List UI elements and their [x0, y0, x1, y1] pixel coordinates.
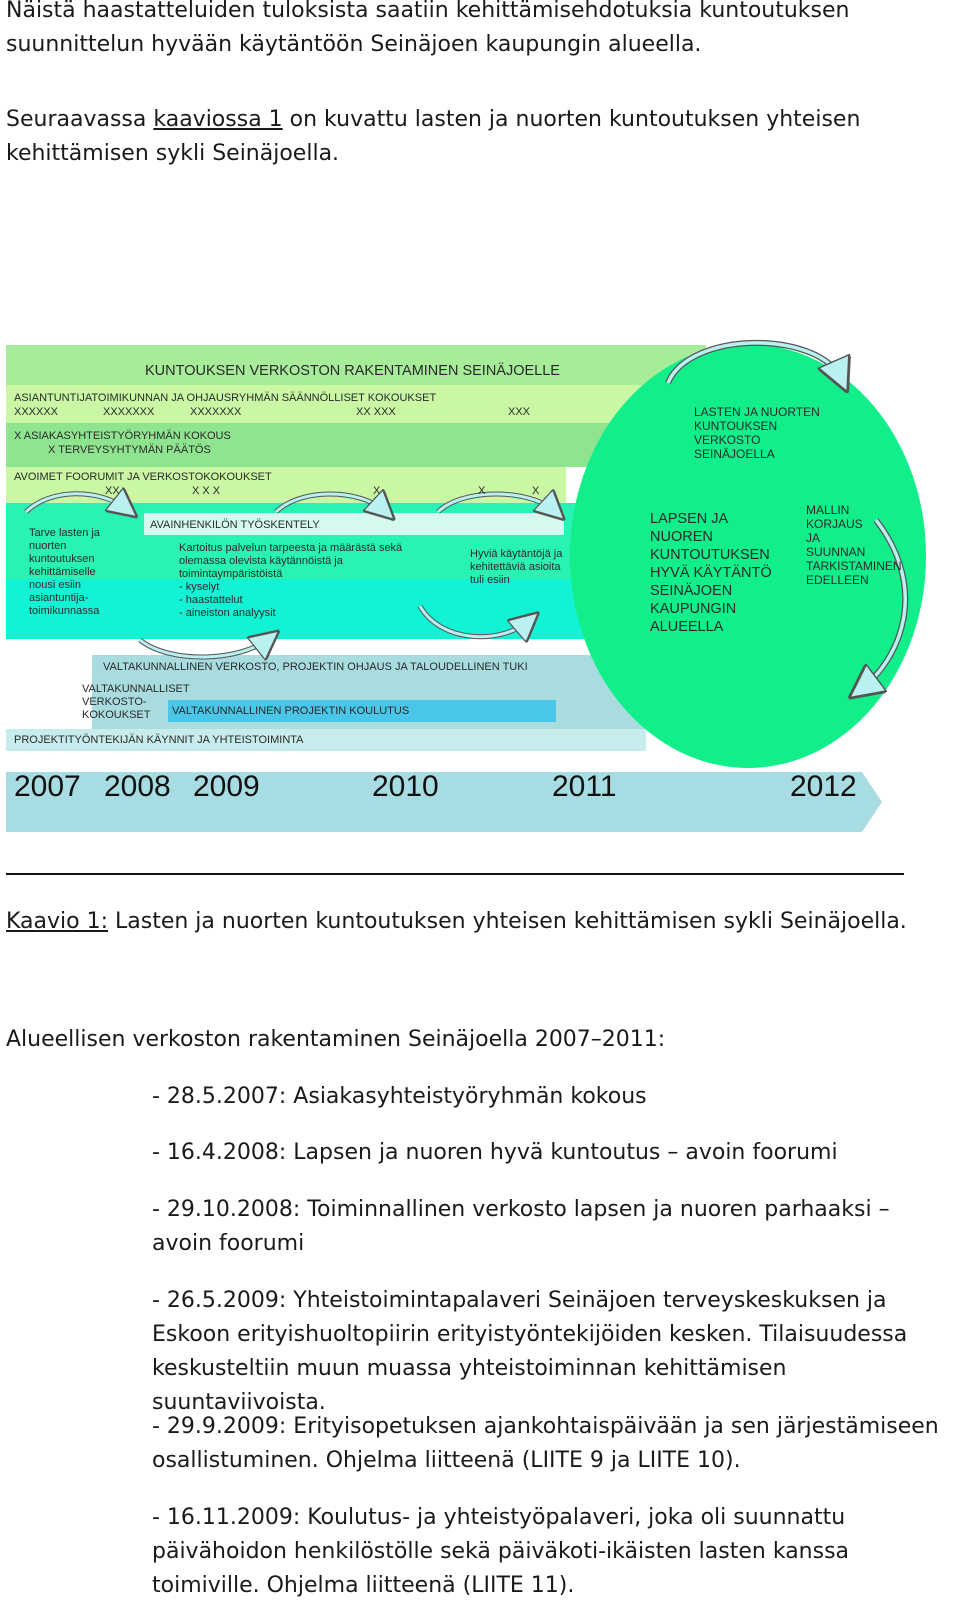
forum-mark-5: X	[532, 485, 540, 497]
health-decision-label: X TERVEYSYHTYMÄN PÄÄTÖS	[48, 444, 211, 456]
model-text: MALLIN KORJAUS JA SUUNNAN TARKISTAMINEN EDELLEEN	[806, 503, 902, 587]
national-network-label: VALTAKUNNALLINEN VERKOSTO, PROJEKTIN OHJAUS JA TALOUDELLINEN TUKI	[103, 661, 528, 673]
open-forums-label: AVOIMET FOORUMIT JA VERKOSTOKOKOUKSET	[14, 471, 272, 483]
expert-mark-1: XXXXXX	[14, 406, 59, 418]
diagram-caption	[6, 905, 951, 939]
diagram-reference-link[interactable]: kaaviossa 1	[153, 107, 283, 132]
diagram-title: KUNTOUKSEN VERKOSTON RAKENTAMINEN SEINÄJOELLE	[145, 363, 560, 379]
event-item-4: - 26.5.2009: Yhteistoimintapalaveri Seinäjoen terveyskeskuksen ja Eskoon erityishuoltopiirin erityistyöntekijöiden kesken. Tilaisuudessa keskusteltiin muun muassa yhteistoiminnan kehittämisen suuntaviivoista.	[152, 1288, 908, 1415]
year-2010: 2010	[372, 770, 439, 803]
caption-text: Lasten ja nuorten kuntoutuksen yhteisen kehittämisen sykli Seinäjoella.	[108, 909, 907, 934]
expert-mark-5: XXX	[508, 406, 531, 418]
event-item-2: - 16.4.2008: Lapsen ja nuoren hyvä kuntoutus – avoin foorumi	[152, 1140, 838, 1165]
intro-p2-pre: Seuraavassa	[6, 107, 154, 132]
year-2011: 2011	[552, 770, 617, 803]
survey-text: Kartoitus palvelun tarpeesta ja määrästä sekä olemassa olevista käytännöistä ja toimintaympäristöistä - kyselyt - haastattelut - aineiston analyysit	[179, 542, 403, 619]
circle-text: LAPSEN JA NUOREN KUNTOUTUKSEN HYVÄ KÄYTÄNTÖ SEINÄJOEN KAUPUNGIN ALUEELLA	[650, 511, 772, 635]
expert-mark-4: XX XXX	[356, 406, 396, 418]
visits-label: PROJEKTITYÖNTEKIJÄN KÄYNNIT JA YHTEISTOIMINTA	[14, 734, 304, 746]
event-item-1: - 28.5.2007: Asiakasyhteistyöryhmän kokous	[152, 1084, 647, 1109]
event-item-6: - 16.11.2009: Koulutus- ja yhteistyöpalaveri, joka oli suunnattu päivähoidon henkilöstölle sekä päiväkoti-ikäisten lasten kanssa toimiville. Ohjelma liitteenä (LIITE 11).	[152, 1505, 850, 1598]
event-item-5: - 29.9.2009: Erityisopetuksen ajankohtaispäivään ja sen järjestämiseen osallistuminen. Ohjelma liitteenä (LIITE 9 ja LIITE 10).	[152, 1414, 939, 1473]
year-2008: 2008	[104, 770, 171, 803]
intro-paragraph-1: Näistä haastatteluiden tuloksista saatiin kehittämisehdotuksia kuntoutuksen suunnittelun hyvään käytäntöön Seinäjoen kaupungin alueella.	[6, 0, 850, 57]
year-2009: 2009	[193, 770, 260, 803]
curve-arrow-5	[420, 606, 530, 637]
network-text: LASTEN JA NUORTEN KUNTOUKSEN VERKOSTO SEINÄJOELLA	[694, 405, 820, 461]
caption-label: Kaavio 1:	[6, 909, 108, 934]
forum-mark-3: X	[373, 485, 381, 497]
year-2012: 2012	[790, 770, 857, 803]
forum-mark-2: X X X	[192, 485, 221, 497]
forum-mark-4: X	[478, 485, 486, 497]
expert-mark-2: XXXXXXX	[103, 406, 155, 418]
national-meetings-label: VALTAKUNNALLISET VERKOSTO- KOKOUKSET	[82, 683, 190, 721]
good-practice-text: Hyviä käytäntöjä ja kehitettäviä asioita tuli esiin	[470, 548, 563, 586]
section-heading: Alueellisen verkoston rakentaminen Seinäjoella 2007–2011:	[6, 1027, 666, 1052]
intro-p2-post: on kuvattu lasten ja nuorten kuntoutuksen yhteisen kehittämisen sykli Seinäjoella.	[6, 107, 861, 166]
expert-mark-3: XXXXXXX	[190, 406, 242, 418]
key-person-title: AVAINHENKILÖN TYÖSKENTELY	[150, 519, 320, 531]
expert-committee-label: ASIANTUNTIJATOIMIKUNNAN JA OHJAUSRYHMÄN SÄÄNNÖLLISET KOKOUKSET	[14, 392, 437, 404]
caption-divider	[6, 873, 904, 875]
forum-mark-1: XX	[105, 485, 120, 497]
year-2007: 2007	[14, 770, 81, 803]
national-training-label: VALTAKUNNALLINEN PROJEKTIN KOULUTUS	[172, 705, 410, 717]
client-group-meeting-label: X ASIAKASYHTEISTYÖRYHMÄN KOKOUS	[14, 430, 231, 442]
event-item-3: - 29.10.2008: Toiminnallinen verkosto lapsen ja nuoren parhaaksi – avoin foorumi	[152, 1197, 890, 1256]
need-text: Tarve lasten ja nuorten kuntoutuksen kehittämiselle nousi esiin asiantuntija- toimikunnassa	[29, 527, 100, 617]
